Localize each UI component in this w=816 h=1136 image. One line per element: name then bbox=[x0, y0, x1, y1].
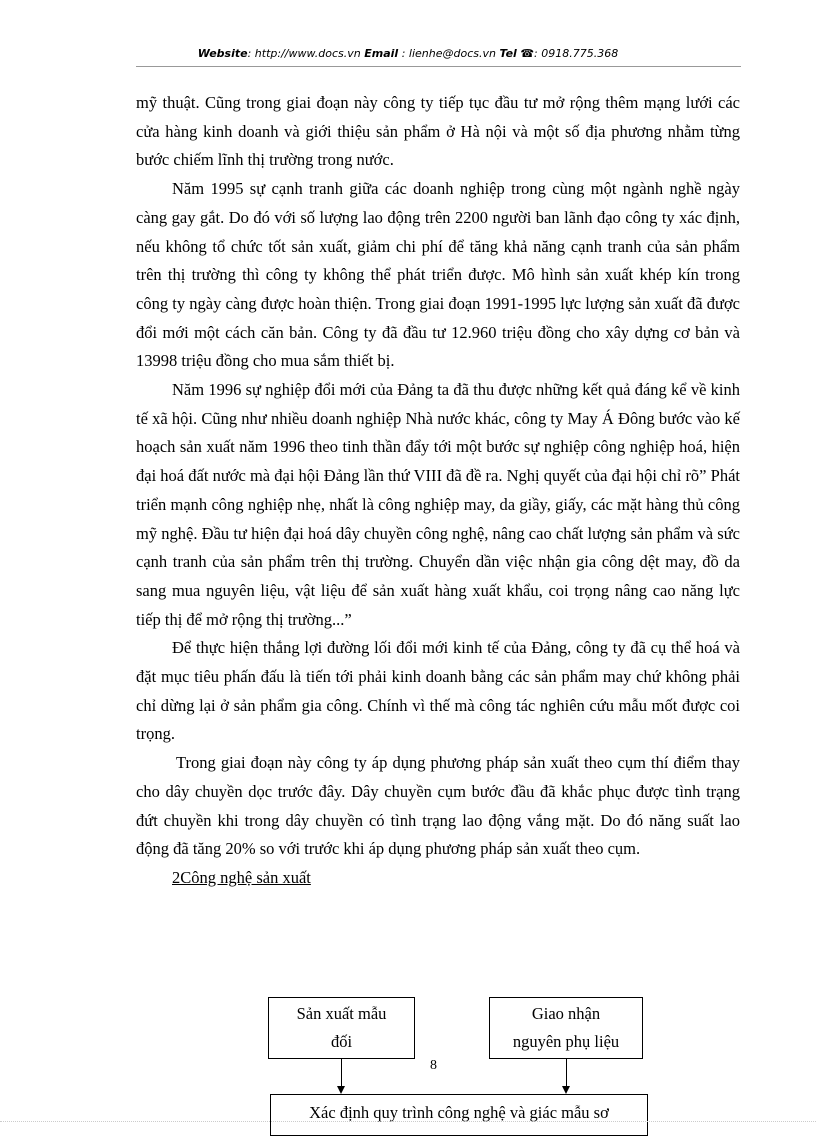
phone-icon: ☎ bbox=[520, 47, 535, 60]
paragraph-3: Năm 1996 sự nghiệp đổi mới của Đảng ta đã thu được những kết quả đáng kể về kinh tế xã hội. Cũng như nhiều doanh nghiệp Nhà nước khác, công ty May Á Đông bước vào kế hoạch sản xuất năm 1996 theo tinh thần đẩy tới một bước sự nghiệp công nghiệp hoá, hiện đại hoá đất nước mà đại hội Đảng lần thứ VIII đã đề ra. Nghị quyết của đại hội chỉ rõ” Phát triển mạnh công nghiệp nhẹ, nhất là công nghiệp may, da giầy, giấy, các mặt hàng thủ công mỹ nghệ. Đầu tư hiện đại hoá dây chuyền công nghệ, nâng cao chất lượng sản phẩm và sức cạnh tranh của sản phẩm trên thị trường. Chuyển dần việc nhận gia công dệt may, đồ da sang mua nguyên liệu, vật liệu để sản xuất hàng xuất khẩu, coi trọng nâng cao năng lực tiếp thị để mở rộng thị trường...” bbox=[136, 380, 740, 629]
flow-box-2-line-1: Giao nhận bbox=[531, 1004, 601, 1023]
website-value: : http://www.docs.vn bbox=[247, 47, 361, 60]
page-number: 8 bbox=[430, 1058, 437, 1073]
email-value: : lienhe@docs.vn bbox=[401, 47, 496, 60]
website-label: Website bbox=[197, 47, 248, 60]
flow-arrow-right bbox=[566, 1058, 567, 1086]
flow-box-3-label: Xác định quy trình công nghệ và giác mẫu sơ bbox=[309, 1103, 609, 1122]
flow-box-2-line-2: nguyên phụ liệu bbox=[512, 1032, 620, 1051]
paragraph-5: Trong giai đoạn này công ty áp dụng phương pháp sản xuất theo cụm thí điểm thay cho dây chuyền dọc trước đây. Dây chuyền cụm bước đầu đã khắc phục được tình trạng đứt chuyền khi trong dây chuyền có tình trạng lao động vắng mặt. Do đó năng suất lao động đã tăng 20% so với trước khi áp dụng phương pháp sản xuất theo cụm. bbox=[136, 753, 740, 859]
arrow-down-icon bbox=[337, 1086, 345, 1094]
page-header bbox=[0, 47, 816, 60]
paragraph-1: mỹ thuật. Cũng trong giai đoạn này công ty tiếp tục đầu tư mở rộng thêm mạng lưới các cửa hàng kinh doanh và giới thiệu sản phẩm ở Hà nội và một số địa phương nhằm từng bước chiếm lĩnh thị trường trong nước. bbox=[136, 93, 740, 170]
document-body bbox=[136, 89, 740, 893]
paragraph-2: Năm 1995 sự cạnh tranh giữa các doanh nghiệp trong cùng một ngành nghề ngày càng gay gắt. Do đó với số lượng lao động trên 2200 người ban lãnh đạo công ty xác định, nếu không tổ chức tốt sản xuất, giảm chi phí để tăng khả năng cạnh tranh của sản phẩm trên thị trường thì công ty không thể phát triển được. Mô hình sản xuất khép kín trong công ty ngày càng được hoàn thiện. Trong giai đoạn 1991-1995 lực lượng sản xuất đã được đổi mới một cách căn bản. Công ty đã đầu tư 12.960 triệu đồng cho xây dựng cơ bản và 13998 triệu đồng cho mua sắm thiết bị. bbox=[136, 179, 740, 371]
flow-box-material-receipt bbox=[489, 997, 643, 1059]
header-divider bbox=[136, 66, 741, 67]
flow-box-process-definition bbox=[270, 1094, 648, 1136]
flow-box-sample-production bbox=[268, 997, 415, 1059]
email-label: Email bbox=[364, 47, 399, 60]
arrow-down-icon bbox=[562, 1086, 570, 1094]
flow-box-1-line-1: Sản xuất mẫu bbox=[296, 1004, 387, 1023]
tel-label: Tel bbox=[499, 47, 517, 60]
page-bottom-edge bbox=[0, 1121, 816, 1122]
tel-value: : 0918.775.368 bbox=[534, 47, 619, 60]
flow-box-1-line-2: đối bbox=[330, 1032, 353, 1051]
section-title: 2Công nghệ sản xuất bbox=[172, 867, 311, 887]
paragraph-4: Để thực hiện thắng lợi đường lối đổi mới kinh tế của Đảng, công ty đã cụ thể hoá và đặt mục tiêu phấn đấu là tiến tới phải kinh doanh bằng các sản phẩm may chứ không phải chỉ dừng lại ở sản phẩm gia công. Chính vì thế mà công tác nghiên cứu mẫu mốt được coi trọng. bbox=[136, 638, 740, 744]
flow-arrow-left bbox=[341, 1058, 342, 1086]
